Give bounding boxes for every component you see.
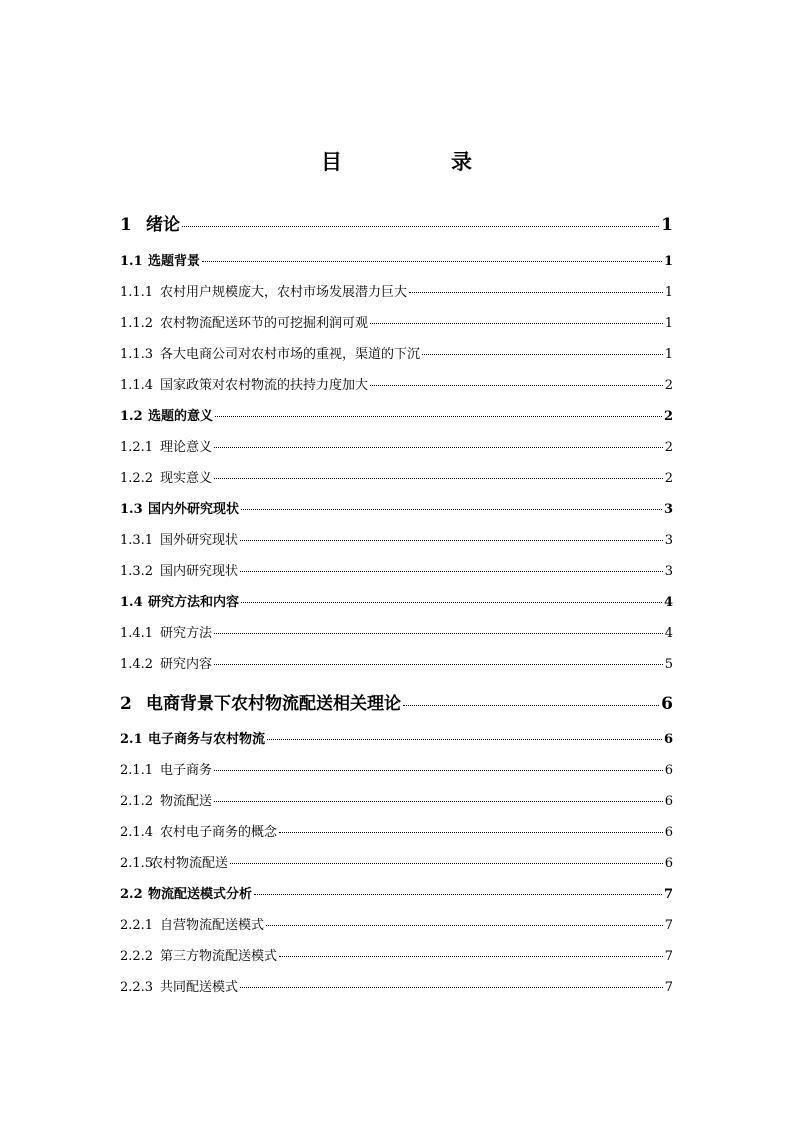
toc-entry-page: 3 <box>663 502 673 517</box>
toc-entry-number: 2.1.2 <box>120 794 154 809</box>
toc-entry-number: 1.4.1 <box>120 626 154 641</box>
toc-entry-number: 2.1 <box>120 732 143 747</box>
dot-leader <box>214 478 663 479</box>
toc-entry-page: 7 <box>664 980 673 995</box>
toc-entry-label: 电子商务 <box>160 763 213 778</box>
dot-leader <box>266 925 663 926</box>
toc-entry-number: 2.2.1 <box>120 918 154 933</box>
toc-entry-label: 电子商务与农村物流 <box>148 732 266 747</box>
toc-entry-label: 选题的意义 <box>148 409 214 424</box>
toc-entry-label: 共同配送模式 <box>160 980 239 995</box>
dot-leader <box>214 447 663 448</box>
dot-leader <box>403 705 659 706</box>
toc-entry-page: 7 <box>663 887 673 902</box>
toc-entry[interactable] <box>120 976 673 996</box>
dot-leader <box>240 987 663 988</box>
dot-leader <box>279 956 663 957</box>
toc-entry-label: 理论意义 <box>160 440 213 455</box>
toc-entry-label: 绪论 <box>146 215 180 235</box>
toc-entry[interactable] <box>120 210 673 234</box>
toc-entry[interactable] <box>120 852 673 872</box>
toc-entry[interactable] <box>120 883 673 903</box>
toc-title: 目 录 <box>321 149 516 174</box>
toc-entry[interactable] <box>120 467 673 487</box>
toc-entry-page: 6 <box>664 825 673 840</box>
toc-entry[interactable] <box>120 250 673 270</box>
toc-entry[interactable] <box>120 436 673 456</box>
toc-entry-page: 1 <box>664 347 673 362</box>
toc-entry-number: 1.4 <box>120 595 143 610</box>
toc-entry[interactable] <box>120 914 673 934</box>
toc-entry-label: 电商背景下农村物流配送相关理论 <box>146 694 401 714</box>
toc-entry-label: 物流配送模式分析 <box>148 887 253 902</box>
toc-entry-number: 2 <box>120 694 132 714</box>
toc-entry-number: 2.1.5 <box>120 856 154 871</box>
toc-entry-number: 1.3.2 <box>120 564 154 579</box>
toc-entry-number: 2.2 <box>120 887 143 902</box>
toc-entry[interactable] <box>120 312 673 332</box>
toc-entry-label: 研究方法 <box>160 626 213 641</box>
dot-leader <box>230 863 663 864</box>
dot-leader <box>214 770 663 771</box>
toc-entry-label: 第三方物流配送模式 <box>160 949 278 964</box>
toc-entry[interactable] <box>120 343 673 363</box>
toc-entry-label: 农村用户规模庞大，农村市场发展潜力巨大 <box>160 285 408 300</box>
toc-entry-page: 1 <box>664 285 673 300</box>
toc-entry[interactable] <box>120 945 673 965</box>
dot-leader <box>240 540 663 541</box>
dot-leader <box>254 894 662 895</box>
toc-entry-page: 7 <box>664 918 673 933</box>
dot-leader <box>214 664 663 665</box>
toc-entry-page: 4 <box>664 626 673 641</box>
toc-entry-page: 2 <box>664 440 673 455</box>
dot-leader <box>370 385 663 386</box>
toc-entry-label: 农村物流配送环节的可挖掘利润可观 <box>160 316 369 331</box>
toc-entry[interactable] <box>120 728 673 748</box>
toc-entry-page: 6 <box>664 763 673 778</box>
toc-entry-page: 2 <box>664 378 673 393</box>
toc-entry[interactable] <box>120 591 673 611</box>
dot-leader <box>267 739 662 740</box>
toc-entry-page: 2 <box>663 409 673 424</box>
dot-leader <box>241 509 662 510</box>
toc-entry-label: 各大电商公司对农村市场的重视，渠道的下沉 <box>160 347 421 362</box>
toc-entry-page: 1 <box>663 254 673 269</box>
toc-entry[interactable] <box>120 653 673 673</box>
dot-leader <box>409 292 663 293</box>
toc-entry-number: 1.3 <box>120 502 143 517</box>
toc-entry[interactable] <box>120 622 673 642</box>
toc-entry-number: 1.4.2 <box>120 657 154 672</box>
toc-entry-label: 国内外研究现状 <box>148 502 240 517</box>
toc-entry[interactable] <box>120 374 673 394</box>
toc-entry-page: 6 <box>661 694 673 714</box>
toc-entry[interactable] <box>120 560 673 580</box>
dot-leader <box>279 832 663 833</box>
toc-entry-number: 1 <box>120 215 132 235</box>
toc-entry-page: 4 <box>663 595 673 610</box>
toc-entry[interactable] <box>120 790 673 810</box>
toc-entry-label: 国外研究现状 <box>160 533 239 548</box>
dot-leader <box>214 633 663 634</box>
toc-entry[interactable] <box>120 821 673 841</box>
dot-leader <box>202 261 662 262</box>
toc-entry-page: 2 <box>664 471 673 486</box>
toc-entry-number: 1.2.2 <box>120 471 154 486</box>
toc-entry-label: 国内研究现状 <box>160 564 239 579</box>
toc-entry[interactable] <box>120 689 673 713</box>
toc-entry-number: 1.1.1 <box>120 285 154 300</box>
toc-entry-page: 3 <box>664 533 673 548</box>
toc-entry-label: 物流配送 <box>160 794 213 809</box>
toc-entry-page: 1 <box>661 215 673 235</box>
toc-entry-page: 7 <box>664 949 673 964</box>
toc-entry-number: 1.1 <box>120 254 143 269</box>
toc-entry[interactable] <box>120 759 673 779</box>
dot-leader <box>241 602 662 603</box>
toc-entry-number: 1.2.1 <box>120 440 154 455</box>
toc-entry-number: 1.2 <box>120 409 143 424</box>
toc-entry[interactable] <box>120 281 673 301</box>
toc-entry-page: 6 <box>664 794 673 809</box>
toc-entry-label: 自营物流配送模式 <box>160 918 265 933</box>
dot-leader <box>215 416 662 417</box>
toc-entry-page: 3 <box>664 564 673 579</box>
toc-entry-number: 1.1.3 <box>120 347 154 362</box>
dot-leader <box>370 323 663 324</box>
toc-entry-number: 2.1.4 <box>120 825 154 840</box>
toc-entry-page: 6 <box>664 856 673 871</box>
dot-leader <box>240 571 663 572</box>
toc-entry[interactable] <box>120 498 673 518</box>
toc-entry-page: 5 <box>664 657 673 672</box>
dot-leader <box>214 801 663 802</box>
toc-entry[interactable] <box>120 529 673 549</box>
toc-entry-page: 1 <box>664 316 673 331</box>
toc-entry-number: 1.1.2 <box>120 316 154 331</box>
toc-entry-label: 农村物流配送 <box>150 856 229 871</box>
toc-entry-label: 农村电子商务的概念 <box>160 825 278 840</box>
toc-entry-label: 现实意义 <box>160 471 213 486</box>
toc-entry-page: 6 <box>663 732 673 747</box>
toc-entry-label: 选题背景 <box>148 254 201 269</box>
toc-entry-label: 研究内容 <box>160 657 213 672</box>
toc-entry-number: 2.2.2 <box>120 949 154 964</box>
toc-entry[interactable] <box>120 405 673 425</box>
toc-entry-number: 2.1.1 <box>120 763 154 778</box>
toc-entry-label: 国家政策对农村物流的扶持力度加大 <box>160 378 369 393</box>
toc-entry-number: 1.3.1 <box>120 533 154 548</box>
toc-entry-number: 1.1.4 <box>120 378 154 393</box>
dot-leader <box>182 226 659 227</box>
toc-entry-label: 研究方法和内容 <box>148 595 240 610</box>
dot-leader <box>422 354 663 355</box>
toc-entry-number: 2.2.3 <box>120 980 154 995</box>
